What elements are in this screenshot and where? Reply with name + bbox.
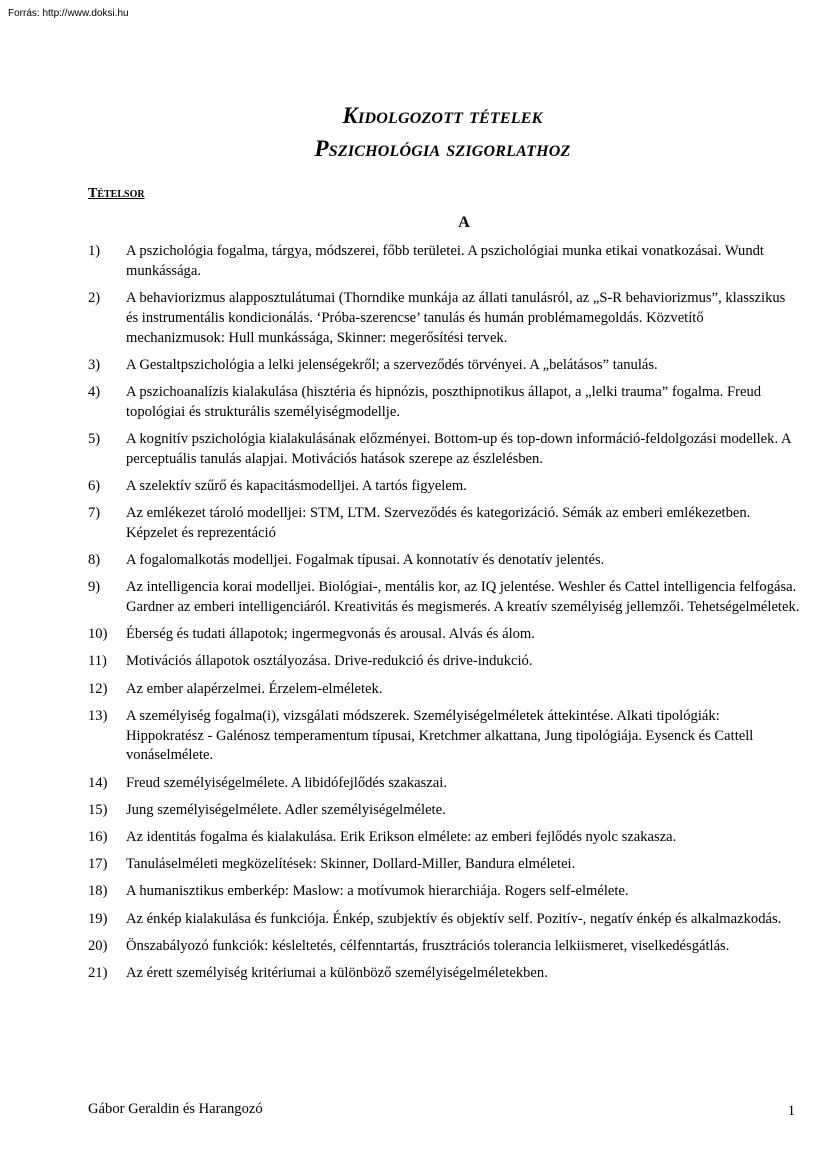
list-item — [88, 383, 800, 423]
topic-list — [88, 242, 800, 991]
item-text: Az emlékezet tároló modelljei: STM, LTM. Szerveződés és kategorizáció. Sémák az emberi emlékezetben. Képzelet és reprezentáció — [126, 505, 751, 541]
list-item — [88, 504, 800, 544]
item-text: Az intelligencia korai modelljei. Biológiai-, mentális kor, az IQ jelentése. Weshler és Cattel intelligencia felfogása. Gardner az emberi intelligenciáról. Kreativitás és megismerés. A kreatív személyiség jellemzői. Tehetségelméletek. — [126, 579, 800, 616]
item-text: A behaviorizmus alapposztulátumai (Thorndike munkája az állati tanulásról, az „S-R behaviorizmus”, klasszikus és instrumentális kondicionálás. ‘Próba-szerencse’ tanulás és humán problémamegoldás. Közvetítő mechanizmusok: Hull munkássága, Skinner: megerősítési tervek. — [126, 289, 786, 346]
item-text: Freud személyiségelmélete. A libidófejlődés szakaszai. — [126, 774, 447, 791]
list-item — [88, 707, 800, 766]
item-text: A pszichoanalízis kialakulása (hisztéria és hipnózis, poszthipnotikus állapot, a „lelki trauma” fogalma. Freud topológiai és strukturális személyiségmodellje. — [126, 383, 762, 420]
list-item — [88, 680, 800, 700]
item-text: A személyiség fogalma(i), vizsgálati módszerek. Személyiségelméletek áttekintése. Alkati tipológiák: Hippokratész - Galénosz temperamentum típusai, Kretchmer alkattana, Jung tipológiája. Eysenck és Cattell vonáselmélete. — [126, 707, 754, 764]
item-number: 15) — [88, 801, 108, 818]
list-item — [88, 578, 800, 618]
list-item — [88, 289, 800, 348]
item-number: 6) — [88, 477, 101, 494]
item-number: 8) — [88, 552, 101, 569]
item-text: A fogalomalkotás modelljei. Fogalmak típusai. A konnotatív és denotatív jelentés. — [126, 552, 605, 569]
item-number: 16) — [88, 828, 108, 845]
list-item — [88, 242, 800, 282]
item-text: Éberség és tudati állapotok; ingermegvonás és arousal. Alvás és álom. — [126, 626, 535, 643]
item-text: A pszichológia fogalma, tárgya, módszerei, főbb területei. A pszichológiai munka etikai vonatkozásai. Wundt munkássága. — [126, 243, 764, 279]
list-item — [88, 937, 800, 957]
list-item — [88, 356, 800, 376]
item-number: 17) — [88, 856, 108, 873]
item-text: Motivációs állapotok osztályozása. Drive-redukció és drive-indukció. — [126, 653, 533, 670]
item-number: 20) — [88, 937, 108, 954]
item-text: Az énkép kialakulása és funkciója. Énkép, szubjektív és objektív self. Pozitív-, negatív énkép és alkalmazkodás. — [126, 910, 782, 927]
list-item — [88, 652, 800, 672]
item-number: 4) — [88, 383, 101, 400]
item-number: 10) — [88, 626, 108, 643]
list-item — [88, 774, 800, 794]
item-number: 5) — [88, 430, 101, 447]
item-text: A szelektív szűrő és kapacitásmodelljei. A tartós figyelem. — [126, 477, 467, 494]
item-number: 19) — [88, 910, 108, 927]
item-text: Jung személyiségelmélete. Adler személyiségelmélete. — [126, 801, 446, 818]
item-text: Az ember alapérzelmei. Érzelem-elméletek. — [126, 680, 383, 697]
list-item — [88, 551, 800, 571]
list-item — [88, 477, 800, 497]
item-text: A humanisztikus emberkép: Maslow: a motívumok hierarchiája. Rogers self-elmélete. — [126, 883, 629, 900]
section-label: Tételsor — [88, 186, 145, 201]
item-number: 2) — [88, 289, 101, 306]
document-title-line-1: Kidolgozott tételek — [342, 103, 543, 128]
list-item — [88, 801, 800, 821]
item-number: 1) — [88, 243, 101, 259]
list-item — [88, 882, 800, 902]
item-text: A Gestaltpszichológia a lelki jelenségekről; a szerveződés törvényei. A „belátásos” tanulás. — [126, 356, 658, 373]
item-number: 18) — [88, 883, 108, 900]
item-number: 11) — [88, 653, 107, 670]
source-url: Forrás: http://www.doksi.hu — [8, 8, 129, 19]
list-item — [88, 910, 800, 930]
item-number: 9) — [88, 579, 101, 596]
item-text: Az identitás fogalma és kialakulása. Erik Erikson elmélete: az emberi fejlődés nyolc szakasza. — [126, 828, 677, 845]
item-text: Tanuláselméleti megközelítések: Skinner, Dollard-Miller, Bandura elméletei. — [126, 856, 576, 873]
item-text: A kognitív pszichológia kialakulásának előzményei. Bottom-up és top-down információ-feldolgozási modellek. A perceptuális tanulás alapjai. Motivációs hatások szerepe az észlelésben. — [126, 430, 791, 467]
list-item — [88, 828, 800, 848]
list-item — [88, 964, 800, 984]
list-item — [88, 430, 800, 470]
item-text: Önszabályozó funkciók: késleltetés, célfenntartás, frusztrációs tolerancia lelkiismeret, viselkedésgátlás. — [126, 937, 730, 954]
item-number: 13) — [88, 707, 108, 724]
page-number: 1 — [787, 1103, 795, 1119]
document-title-line-2: Pszichológia szigorlathoz — [314, 136, 571, 161]
item-text: Az érett személyiség kritériumai a különböző személyiségelméletekben. — [126, 964, 548, 981]
item-number: 14) — [88, 774, 108, 791]
group-letter: A — [458, 214, 470, 231]
list-item — [88, 855, 800, 875]
list-item — [88, 625, 800, 645]
footer-author: Gábor Geraldin és Harangozó — [88, 1101, 263, 1117]
item-number: 3) — [88, 356, 101, 373]
item-number: 12) — [88, 680, 108, 697]
item-number: 21) — [88, 964, 108, 981]
item-number: 7) — [88, 505, 101, 522]
